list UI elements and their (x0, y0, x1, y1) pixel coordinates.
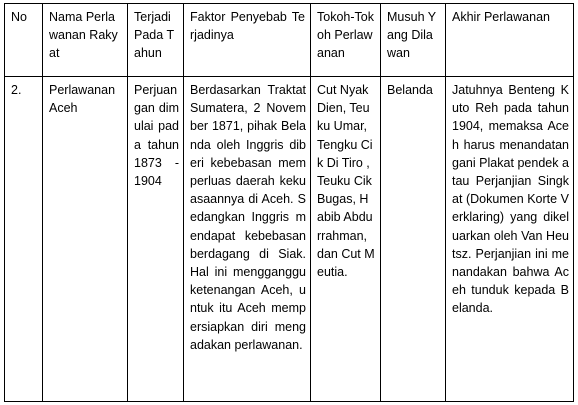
cell-faktor-penyebab: Berdasarkan Traktat Sumatera, 2 November 1871, pihak Belanda oleh Inggris diberi kebebasan memperluas daerah kekuasaannya di Aceh. Sedangkan Inggris mendapat kebebasan berdagang di Siak. Hal ini mengganggu ketenangan Aceh, untuk itu Aceh mempersiapkan diri mengadakan perlawanan. (184, 77, 311, 402)
table-header-row (5, 4, 574, 77)
cell-nama-perlawanan: Perlawanan Aceh (43, 77, 128, 402)
header-tahun: Terjadi Pada Tahun (128, 4, 184, 77)
header-faktor-penyebab: Faktor Penyebab Terjadinya (184, 4, 311, 77)
header-no: No (5, 4, 43, 77)
cell-musuh: Belanda (381, 77, 446, 402)
perlawanan-table (4, 3, 574, 402)
header-musuh: Musuh Yang Dilawan (381, 4, 446, 77)
cell-tokoh: Cut Nyak Dien, Teuku Umar, Tengku Cik Di Tiro , Teuku Cik Bugas, Habib Abdurrahman, dan Cut Meutia. (311, 77, 381, 402)
cell-akhir-perlawanan: Jatuhnya Benteng Kuto Reh pada tahun 1904, memaksa Aceh harus menandatangani Plakat pendek atau Perjanjian Singkat (Dokumen Korte Verklaring) yang dikeluarkan oleh Van Heutsz. Perjanjian ini menandakan bahwa Aceh tunduk kepada Belanda. (446, 77, 574, 402)
table-row (5, 77, 574, 402)
header-nama-perlawanan: Nama Perlawanan Rakyat (43, 4, 128, 77)
header-tokoh: Tokoh-Tokoh Perlawanan (311, 4, 381, 77)
cell-tahun: Perjuangan dimulai pada tahun 1873 - 1904 (128, 77, 184, 402)
header-akhir-perlawanan: Akhir Perlawanan (446, 4, 574, 77)
cell-no: 2. (5, 77, 43, 402)
